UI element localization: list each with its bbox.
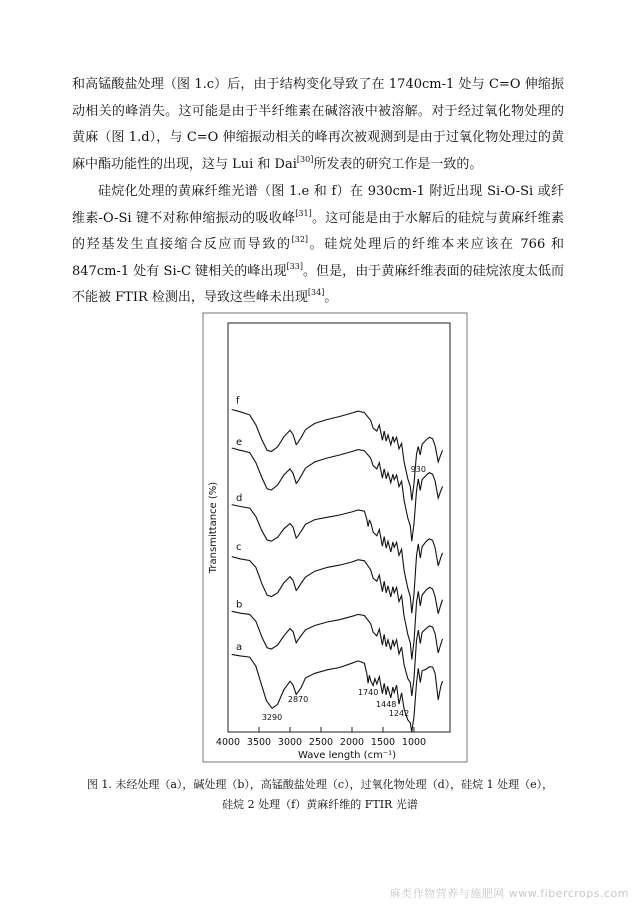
citation-ref: [30] (296, 154, 314, 164)
x-tick-label: 4000 (215, 737, 241, 748)
citation-ref: [34] (307, 288, 325, 297)
text-segment: 。但是，由于黄麻纤维表面的硅烷浓度太低而不能被 FTIR 检测出，导致这些峰未出现 (72, 263, 564, 305)
citation-ref: [32] (291, 235, 309, 244)
citation-ref: [33] (286, 261, 303, 271)
series-label-b: b (236, 599, 243, 611)
spectrum-line-f (232, 410, 443, 501)
x-tick-label: 2500 (308, 737, 334, 748)
text-segment: 所发表的研究工作是一致的。 (313, 156, 483, 172)
citation-ref: [31] (295, 208, 312, 218)
peak-annotation: 1740 (357, 688, 379, 698)
x-tick-label: 1500 (370, 737, 396, 748)
x-tick-label: 3000 (277, 737, 303, 748)
text-segment: 。硅烷处理后的纤维本来应该在 766 和 847cm-1 处有 Si-C 键相关的峰出现 (72, 237, 564, 279)
peak-annotation: 3290 (261, 712, 283, 722)
series-label-f: f (236, 395, 240, 407)
plot-frame (228, 323, 450, 732)
figure-frame (203, 313, 467, 762)
series-label-a: a (236, 641, 243, 653)
text-segment: 硅烷化处理的黄麻纤维光谱（图 1.e 和 f）在 930cm-1 附近出现 Si-O-Si 或纤维素-O-Si 键不对称伸缩振动的吸收峰 (72, 184, 564, 226)
x-tick-label: 2000 (339, 737, 365, 748)
figure-caption-line-1: 图 1. 未经处理（a），碱处理（b），高锰酸盐处理（c），过氧化物处理（d），硅烷 1 处理（e）， (86, 778, 554, 791)
peak-annotation: 930 (410, 464, 426, 474)
spectrum-line-d (232, 505, 443, 614)
peak-annotation: 1448 (376, 699, 397, 709)
figure-caption-line-2: 硅烷 2 处理（f）黄麻纤维的 FTIR 光谱 (222, 798, 418, 811)
x-tick-label: 1000 (401, 737, 427, 748)
peak-annotation: 2870 (287, 695, 309, 705)
text-segment: 。这可能是由于水解后的硅烷与黄麻纤维素的羟基发生直接缩合反应而导致的 (72, 210, 564, 252)
series-label-e: e (236, 436, 243, 448)
text-segment: 和高锰酸盐处理（图 1.c）后，由于结构变化导致了在 1740cm-1 处与 C=O 伸缩振动相关的峰消失。这可能是由于半纤维素在碱溶液中被溶解。对于经过氧化物处理的黄麻（图 1.d），与 C=O 伸缩振动相关的峰再次被观测到是由于过氧化物处理过的黄麻中酯功能性的出现，这与 Lui 和 Dai (72, 77, 564, 172)
y-axis-label: Transmittance (%) (208, 481, 219, 574)
peak-annotation: 1242 (388, 708, 410, 718)
x-tick-label: 3500 (246, 737, 272, 748)
x-axis-label: Wave length (cm⁻¹) (297, 750, 397, 761)
series-label-c: c (236, 542, 242, 554)
site-watermark: 麻类作物营养与施肥网 www.fibercrops.com (389, 887, 629, 900)
text-segment: 。 (324, 290, 338, 305)
series-label-d: d (236, 492, 243, 504)
